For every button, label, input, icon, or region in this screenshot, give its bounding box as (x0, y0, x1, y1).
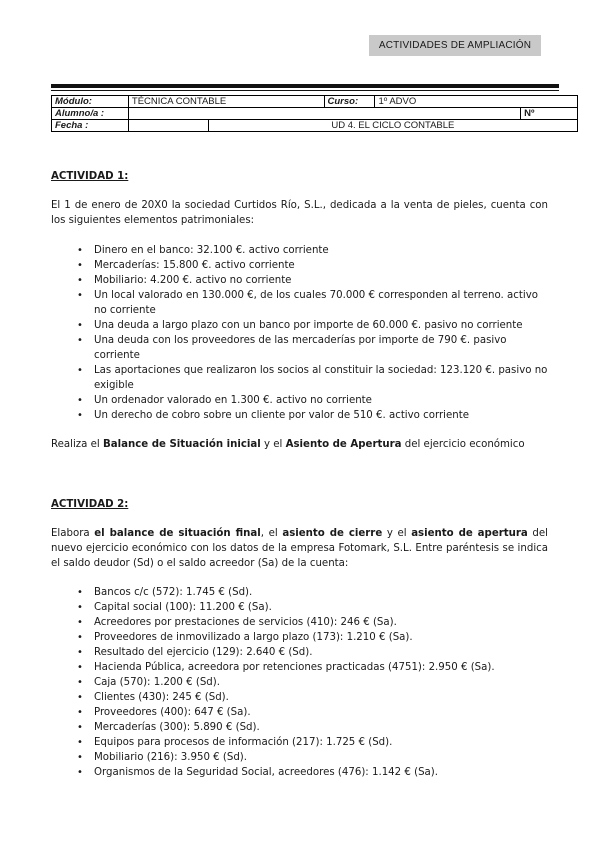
modulo-label: Módulo: (52, 96, 129, 108)
activity-1-intro: El 1 de enero de 20X0 la sociedad Curtidos Río, S.L., dedicada a la venta de pieles, cuenta con los siguientes elementos patrimoniales: (51, 200, 548, 226)
list-item: • Bancos c/c (572): 1.745 € (Sd). (94, 585, 548, 600)
list-item: • Resultado del ejercicio (129): 2.640 € (Sd). (94, 645, 548, 660)
header-rule-thick (51, 84, 559, 88)
list-item: • Mercaderías (300): 5.890 € (Sd). (94, 720, 548, 735)
activity-1-list (51, 243, 548, 423)
intro-text: Elabora (51, 528, 95, 539)
list-item: • Proveedores de inmovilizado a largo plazo (173): 1.210 € (Sa). (94, 630, 548, 645)
intro-bold: asiento de cierre (282, 528, 383, 539)
document-banner: ACTIVIDADES DE AMPLIACIÓN (369, 35, 541, 56)
list-item: • Acreedores por prestaciones de servicios (410): 246 € (Sa). (94, 615, 548, 630)
list-item: • Un derecho de cobro sobre un cliente por valor de 510 €. activo corriente (94, 408, 548, 423)
list-item: • Una deuda con los proveedores de las mercaderías por importe de 790 €. pasivo corriente (94, 333, 548, 363)
list-item: • Las aportaciones que realizaron los socios al constituir la sociedad: 123.120 €. pasivo no exigible (94, 363, 548, 393)
list-item: • Hacienda Pública, acreedora por retenciones practicadas (4751): 2.950 € (Sa). (94, 660, 548, 675)
instruction-bold: Asiento de Apertura (285, 439, 402, 450)
activity-2-title: ACTIVIDAD 2: (51, 499, 129, 510)
unidad-title: UD 4. EL CICLO CONTABLE (208, 120, 577, 132)
list-item: • Equipos para procesos de información (217): 1.725 € (Sd). (94, 735, 548, 750)
header-table (51, 95, 578, 132)
activity-2-intro (51, 526, 548, 571)
intro-text: del nuevo ejercicio económico con los datos de la empresa Fotomark, S.L. Entre paréntesis se indica el saldo deudor (Sd) o el saldo acreedor (Sa) de la cuenta: (51, 528, 548, 569)
activity-1-instruction (51, 437, 548, 452)
list-item: • Capital social (100): 11.200 € (Sa). (94, 600, 548, 615)
curso-value: 1º ADVO (375, 96, 578, 108)
activity-2-list (51, 585, 548, 780)
intro-bold: asiento de apertura (411, 528, 528, 539)
alumno-value (128, 108, 520, 120)
header-rule-thin (51, 90, 559, 91)
intro-text: , el (260, 528, 283, 539)
list-item: • Organismos de la Seguridad Social, acreedores (476): 1.142 € (Sa). (94, 765, 548, 780)
alumno-label: Alumno/a : (52, 108, 129, 120)
intro-text: y el (382, 528, 412, 539)
instruction-bold: Balance de Situación inicial (102, 439, 261, 450)
list-item: • Un local valorado en 130.000 €, de los cuales 70.000 € corresponden al terreno. activo no corriente (94, 288, 548, 318)
activity-1-title: ACTIVIDAD 1: (51, 171, 129, 182)
list-item: • Dinero en el banco: 32.100 €. activo corriente (94, 243, 548, 258)
list-item: • Clientes (430): 245 € (Sd). (94, 690, 548, 705)
instruction-text: Realiza el (51, 439, 103, 450)
instruction-text: y el (260, 439, 286, 450)
list-item: • Caja (570): 1.200 € (Sd). (94, 675, 548, 690)
document-body (51, 169, 548, 780)
list-item: • Mobiliario (216): 3.950 € (Sd). (94, 750, 548, 765)
numero-label: Nº (521, 108, 578, 120)
list-item: • Un ordenador valorado en 1.300 €. activo no corriente (94, 393, 548, 408)
list-item: • Mercaderías: 15.800 €. activo corriente (94, 258, 548, 273)
modulo-value: TÉCNICA CONTABLE (128, 96, 324, 108)
curso-label: Curso: (324, 96, 375, 108)
fecha-value (128, 120, 208, 132)
list-item: • Mobiliario: 4.200 €. activo no corriente (94, 273, 548, 288)
fecha-label: Fecha : (52, 120, 129, 132)
instruction-text: del ejercicio económico (401, 439, 525, 450)
intro-bold: el balance de situación final (94, 528, 261, 539)
list-item: • Proveedores (400): 647 € (Sa). (94, 705, 548, 720)
list-item: • Una deuda a largo plazo con un banco por importe de 60.000 €. pasivo no corriente (94, 318, 548, 333)
